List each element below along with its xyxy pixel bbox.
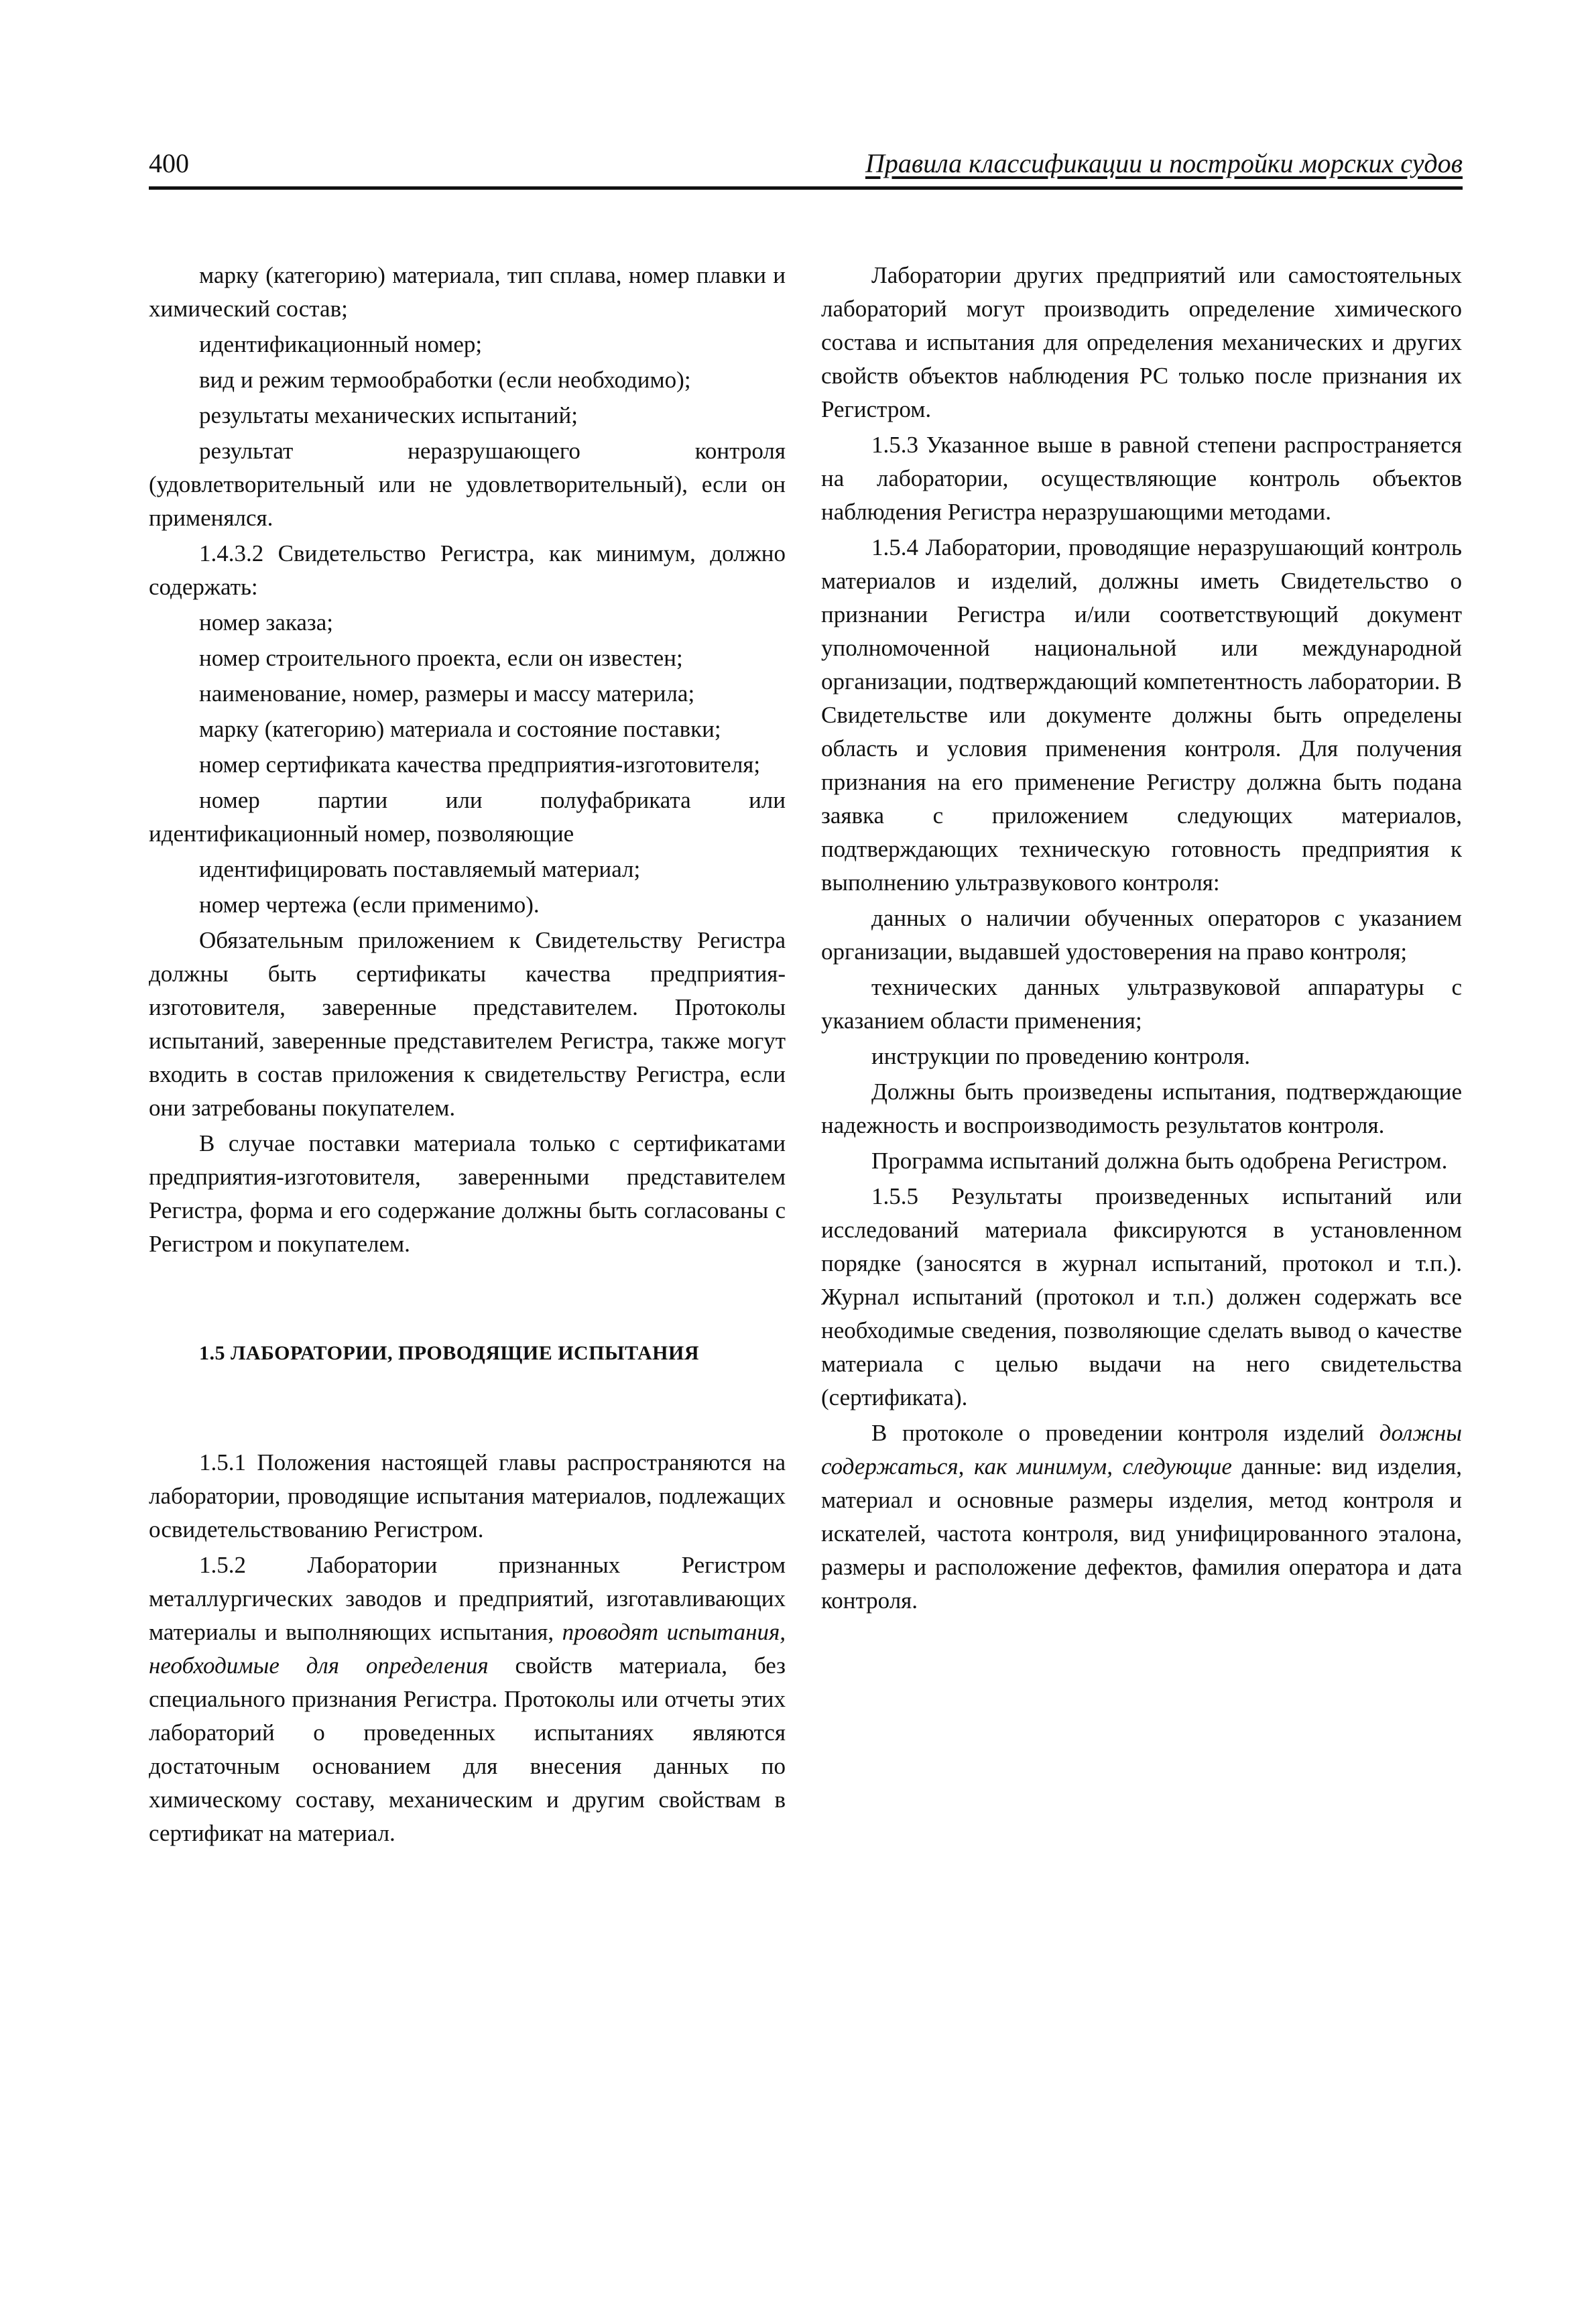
paragraph: идентифицировать поставляемый материал; xyxy=(199,856,641,882)
paragraph: Должны быть произведены испытания, подтверждающие надежность и воспроизводимость результатов контроля. xyxy=(821,1079,1462,1138)
page-header xyxy=(149,146,1463,190)
paragraph: 1.5.5 Результаты произведенных испытаний или исследований материала фиксируются в установленном порядке (заносятся в журнал испытаний, протокол и т.п.). Журнал испытаний (протокол и т.п.) должен содержать все необходимые сведения, позволяющие сделать вывод о качестве материала с целью выдачи на него свидетельства (сертификата). xyxy=(821,1183,1462,1410)
text-run: В протоколе о проведении контроля изделий xyxy=(871,1420,1379,1446)
text-run: данные: вид изделия, материал и основные размеры изделия, метод контроля и искателей, частота контроля, вид унифицированного эталона, размеры и расположение дефектов, фамилия оператора и дата контроля. xyxy=(821,1453,1463,1614)
paragraph: марку (категорию) материала и состояние поставки; xyxy=(199,716,721,742)
paragraph: В случае поставки материала только с сертификатами предприятия-изготовителя, заверенными представителем Регистра, форма и его содержание должны быть согласованы с Регистром и покупателем. xyxy=(149,1130,786,1257)
paragraph: номер партии или полуфабриката или идентификационный номер, позволяющие xyxy=(149,787,786,847)
paragraph: данных о наличии обученных операторов с указанием организации, выдавшей удостоверения на право контроля; xyxy=(821,905,1462,965)
paragraph: результат неразрушающего контроля (удовлетворительный или не удовлетворительный), если он применялся. xyxy=(149,438,786,531)
right-column xyxy=(821,259,1462,1620)
paragraph: номер заказа; xyxy=(199,609,333,636)
paragraph: номер чертежа (если применимо). xyxy=(199,892,540,918)
paragraph: номер сертификата качества предприятия-изготовителя; xyxy=(199,751,761,778)
page-number: 400 xyxy=(149,148,189,178)
paragraph: идентификационный номер; xyxy=(199,331,483,357)
running-title: Правила классификации и постройки морских судов xyxy=(865,148,1463,178)
paragraph: наименование, номер, размеры и массу материла; xyxy=(199,680,695,707)
text-run: 1.5.2 Лаборатории признанных Регистром металлургических заводов и предприятий, изготавливающих материалы и выполняющих испытания, xyxy=(149,1552,786,1645)
section-heading: 1.5 ЛАБОРАТОРИИ, ПРОВОДЯЩИЕ ИСПЫТАНИЯ xyxy=(199,1342,700,1364)
italic-run: должны содержаться, как минимум, следующие xyxy=(821,1420,1462,1479)
paragraph: технических данных ультразвуковой аппаратуры с указанием области применения; xyxy=(821,974,1462,1034)
paragraph: Обязательным приложением к Свидетельству Регистра должны быть сертификаты качества предприятия-изготовителя, заверенные представителем. Протоколы испытаний, заверенные представителем Регистра, также могут входить в состав приложения к свидетельству Регистра, если они затребованы покупателем. xyxy=(149,927,786,1121)
paragraph: 1.4.3.2 Свидетельство Регистра, как минимум, должно содержать: xyxy=(149,540,786,600)
paragraph: Лаборатории других предприятий или самостоятельных лабораторий могут производить определение химического состава и испытания для определения механических и других свойств объектов наблюдения РС только после признания их Регистром. xyxy=(821,262,1462,422)
text-run: свойств материала, без специального признания Регистра. Протоколы или отчеты этих лабораторий о проведенных испытаниях являются достаточным основанием для внесения данных по химическому составу, механическим и другим свойствам в сертификат на материал. xyxy=(149,1652,786,1846)
paragraph: 1.5.3 Указанное выше в равной степени распространяется на лаборатории, осуществляющие контроль объектов наблюдения Регистра неразрушающими методами. xyxy=(821,432,1462,525)
italic-run: проводят испытания, необходимые для определения xyxy=(149,1619,786,1679)
paragraph-mixed xyxy=(149,1549,786,1850)
paragraph: номер строительного проекта, если он известен; xyxy=(199,645,683,671)
paragraph: инструкции по проведению контроля. xyxy=(871,1043,1251,1069)
paragraph: марку (категорию) материала, тип сплава, номер плавки и химический состав; xyxy=(149,262,786,322)
paragraph: 1.5.4 Лаборатории, проводящие неразрушающий контроль материалов и изделий, должны иметь Свидетельство о признании Регистра и/или соответствующий документ уполномоченной национальной или международной организации, подтверждающий компетентность лаборатории. В Свидетельстве или документе должны быть определены область и условия применения контроля. Для получения признания на его применение Регистру должна быть подана заявка с приложением следующих материалов, подтверждающих техническую готовность предприятия к выполнению ультразвукового контроля: xyxy=(821,534,1462,896)
paragraph: вид и режим термообработки (если необходимо); xyxy=(199,367,691,393)
paragraph: результаты механических испытаний; xyxy=(199,402,578,428)
paragraph: 1.5.1 Положения настоящей главы распространяются на лаборатории, проводящие испытания материалов, подлежащих освидетельствованию Регистром. xyxy=(149,1449,786,1543)
paragraph-mixed xyxy=(821,1416,1462,1618)
paragraph: Программа испытаний должна быть одобрена Регистром. xyxy=(871,1148,1448,1174)
left-column xyxy=(149,259,786,1852)
